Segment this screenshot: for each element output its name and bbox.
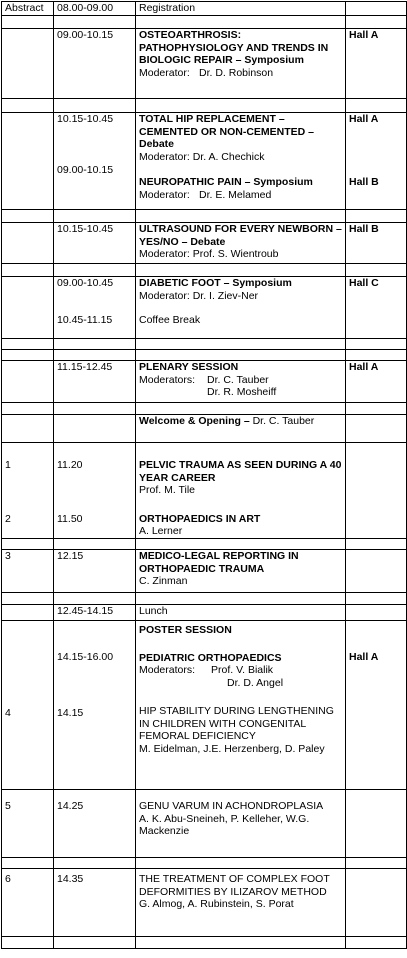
- talk-title: PELVIC TRAUMA AS SEEN DURING A 40 YEAR CAREER: [139, 459, 342, 484]
- break-time: 10.45-11.15: [57, 313, 113, 326]
- moderator-line: Moderator: Prof. S. Wientroub: [139, 248, 279, 260]
- moderator-name: Dr. D. Robinson: [199, 66, 274, 79]
- session-title: OSTEOARTHROSIS: PATHOPHYSIOLOGY AND TRENDS IN BIOLOGIC REPAIR – Symposium: [139, 29, 329, 66]
- session-title: ULTRASOUND FOR EVERY NEWBORN – YES/NO – Debate: [139, 223, 342, 248]
- talk-time: 14.25: [54, 790, 136, 858]
- session-title: DIABETIC FOOT – Symposium: [139, 277, 292, 289]
- session-hall: Hall A: [349, 113, 379, 125]
- session-hall: Hall A: [346, 361, 407, 403]
- spacer-row: [2, 264, 407, 277]
- session-hall: Hall A: [349, 651, 379, 663]
- session-hall: Hall A: [346, 29, 407, 99]
- spacer-row: [2, 339, 407, 350]
- session-time: 09.00-10.15: [54, 29, 136, 99]
- abstract-number: 6: [2, 869, 54, 937]
- talk-row-pelvic-trauma: [2, 443, 407, 539]
- session-time: 11.15-12.45: [54, 361, 136, 403]
- session-row-pediatric: [2, 621, 407, 790]
- moderator-name: Dr. R. Mosheiff: [207, 386, 277, 398]
- welcome-row: [2, 415, 407, 443]
- registration-title: Registration: [136, 2, 346, 16]
- session-hall: Hall C: [346, 277, 407, 339]
- spacer-row: [2, 403, 407, 415]
- talk-row-foot-deformities: [2, 869, 407, 937]
- break-title: Lunch: [136, 605, 346, 621]
- session-row-diabetic-foot: [2, 277, 407, 339]
- abstract-number: 5: [2, 790, 54, 858]
- talk-time: 11.20: [57, 459, 83, 471]
- abstract-number: 1: [5, 459, 11, 471]
- moderator-label: Moderator:: [139, 188, 190, 201]
- talk-speaker: Prof. M. Tile: [139, 484, 196, 496]
- moderator-name: Dr. D. Angel: [227, 676, 284, 689]
- moderator-line: Moderator: Dr. I. Ziev-Ner: [139, 289, 259, 302]
- session-time: 14.15-16.00: [57, 651, 114, 663]
- session-row-hip-replacement: [2, 113, 407, 210]
- abstract-number: 4: [5, 707, 11, 719]
- break-title: Coffee Break: [139, 314, 201, 326]
- talk-time: 14.15: [57, 706, 84, 719]
- talk-title: HIP STABILITY DURING LENGTHENING IN CHILDREN WITH CONGENITAL FEMORAL DEFICIENCY: [139, 705, 334, 742]
- session-title: PEDIATRIC ORTHOPAEDICS: [139, 651, 282, 664]
- session-time: 09.00-10.15: [57, 163, 114, 176]
- spacer-row: [2, 539, 407, 550]
- talk-time: 12.15: [54, 550, 136, 593]
- moderator-name: Dr. C. Tauber: [207, 373, 269, 386]
- moderator-line: Moderator: Dr. A. Chechick: [139, 150, 265, 163]
- talk-row-genu-varum: [2, 790, 407, 858]
- session-time: 10.15-10.45: [54, 223, 136, 264]
- session-title: TOTAL HIP REPLACEMENT – CEMENTED OR NON-CEMENTED – Debate: [139, 113, 315, 150]
- talk-title: ORTHOPAEDICS IN ART: [139, 512, 261, 525]
- moderators-label: Moderators:: [139, 373, 196, 386]
- spacer-row: [2, 593, 407, 605]
- session-hall: Hall B: [349, 175, 379, 188]
- talk-row-medico-legal: [2, 550, 407, 593]
- spacer-row: [2, 937, 407, 949]
- poster-session-title: POSTER SESSION: [139, 624, 232, 636]
- session-time: 09.00-10.45: [57, 277, 114, 289]
- spacer-row: [2, 858, 407, 869]
- moderator-label: Moderator:: [139, 66, 190, 79]
- registration-time: 08.00-09.00: [54, 2, 136, 16]
- talk-speaker: C. Zinman: [139, 575, 188, 587]
- welcome-title: Welcome & Opening –: [139, 415, 253, 427]
- talk-time: 11.50: [57, 512, 83, 525]
- session-row-plenary: [2, 361, 407, 403]
- welcome-speaker: Dr. C. Tauber: [252, 415, 315, 427]
- moderator-name: Dr. E. Melamed: [199, 188, 272, 201]
- abstract-number: 3: [2, 550, 54, 593]
- break-time: 12.45-14.15: [54, 605, 136, 621]
- talk-title: MEDICO-LEGAL REPORTING IN ORTHOPAEDIC TRAUMA: [139, 550, 299, 575]
- talk-authors: M. Eidelman, J.E. Herzenberg, D. Paley: [139, 742, 325, 755]
- talk-title: THE TREATMENT OF COMPLEX FOOT DEFORMITIES BY ILIZAROV METHOD: [139, 873, 330, 898]
- abstract-number: 2: [5, 512, 11, 525]
- program-schedule-table: [1, 1, 407, 949]
- session-row-ultrasound: [2, 223, 407, 264]
- spacer-row: [2, 16, 407, 29]
- spacer-row: [2, 350, 407, 361]
- moderator-name: Prof. V. Bialik: [211, 664, 274, 676]
- talk-speaker: A. Lerner: [139, 525, 183, 537]
- abstract-column-header: Abstract: [2, 2, 54, 16]
- session-title: PLENARY SESSION: [139, 361, 239, 373]
- session-row-osteoarthrosis: [2, 29, 407, 99]
- session-hall: Hall B: [346, 223, 407, 264]
- spacer-row: [2, 99, 407, 113]
- session-title: NEUROPATHIC PAIN – Symposium: [139, 176, 313, 188]
- session-time: 10.15-10.45: [57, 113, 114, 125]
- moderators-label: Moderators:: [139, 664, 196, 676]
- header-row: [2, 2, 407, 16]
- talk-authors: G. Almog, A. Rubinstein, S. Porat: [139, 898, 294, 910]
- lunch-row: [2, 605, 407, 621]
- talk-title: GENU VARUM IN ACHONDROPLASIA: [139, 800, 324, 812]
- spacer-row: [2, 210, 407, 223]
- talk-time: 14.35: [54, 869, 136, 937]
- talk-authors: A. K. Abu-Sneineh, P. Kelleher, W.G. Mackenzie: [139, 812, 310, 837]
